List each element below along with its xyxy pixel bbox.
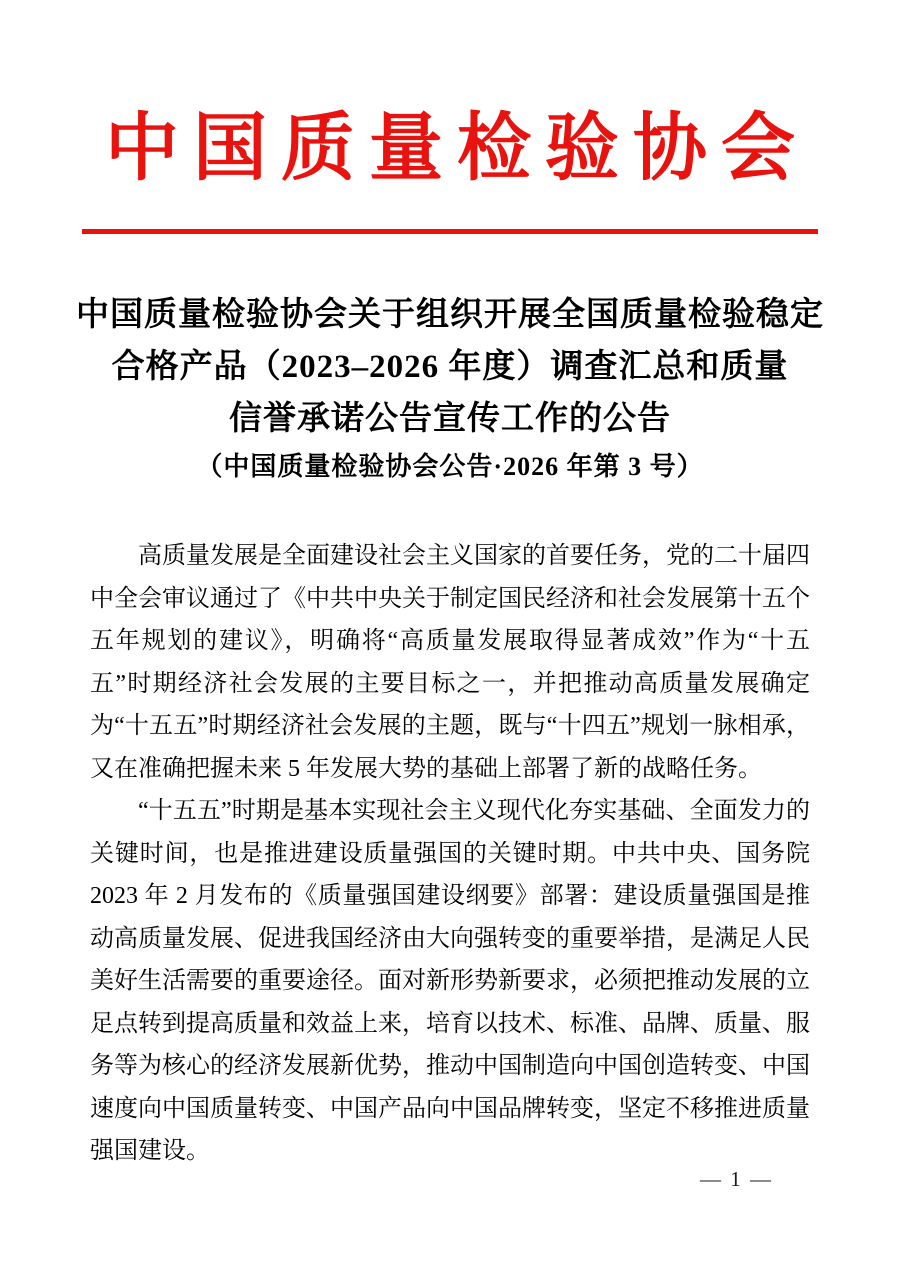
body-paragraph-1: 高质量发展是全面建设社会主义国家的首要任务，党的二十届四中全会审议通过了《中共中央关于制定国民经济和社会发展第十五个五年规划的建议》，明确将“高质量发展取得显著成效”作为“十五五”时期经济社会发展的主要目标之一，并把推动高质量发展确定为“十五五”时期经济社会发展的主题，既与“十四五”规划一脉相承，又在准确把握未来 5 年发展大势的基础上部署了新的战略任务。: [90, 543, 810, 782]
org-name-header: 中国质量检验协会: [105, 108, 809, 190]
page-number: — 1 —: [700, 1167, 773, 1191]
body-paragraph-2: “十五五”时期是基本实现社会主义现代化夯实基础、全面发力的关键时间，也是推进建设质量强国的关键时期。中共中央、国务院 2023 年 2 月发布的《质量强国建设纲要》部署：建设质量强国是推动高质量发展、促进我国经济由大向强转变的重要举措，是满足人民美好生活需要的重要途径。面对新形势新要求，必须把推动发展的立足点转到提高质量和效益上来，培育以技术、标准、品牌、质量、服务等为核心的经济发展新优势，推动中国制造向中国创造转变、中国速度向中国质量转变、中国产品向中国品牌转变，坚定不移推进质量强国建设。: [90, 798, 810, 1164]
announcement-title-line-2: 合格产品（2023–2026 年度）调查汇总和质量: [111, 349, 789, 385]
announcement-body: [90, 535, 810, 1173]
announcement-title: [0, 289, 900, 445]
announcement-number: （中国质量检验协会公告·2026 年第 3 号）: [196, 452, 704, 481]
red-divider-line: [82, 229, 818, 234]
announcement-title-line-1: 中国质量检验协会关于组织开展全国质量检验稳定: [76, 297, 824, 333]
announcement-title-line-3: 信誉承诺公告宣传工作的公告: [229, 401, 671, 437]
